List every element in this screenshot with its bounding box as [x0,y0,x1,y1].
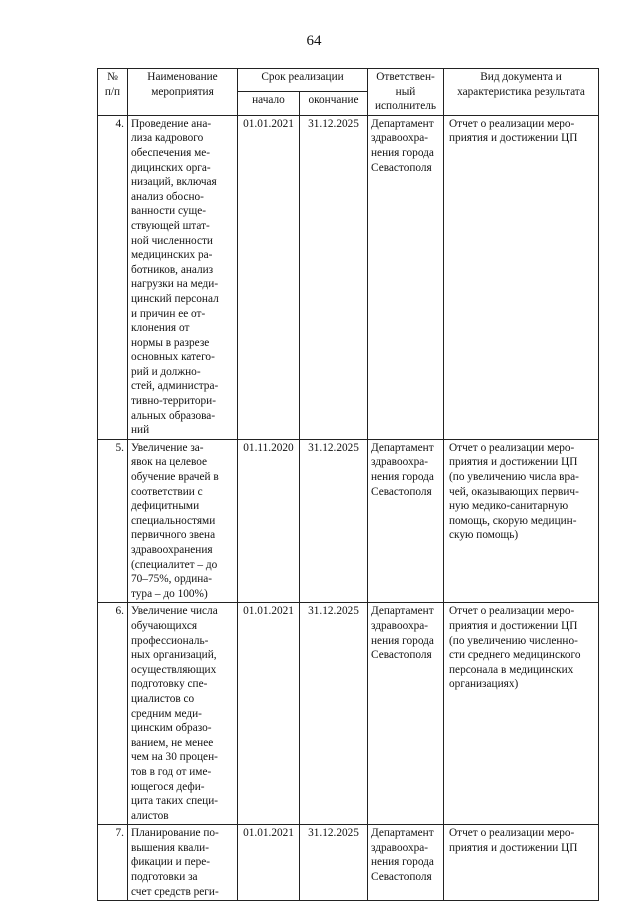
measures-table [97,68,599,901]
header-num: № п/п [98,69,128,116]
row-doc: Отчет о реализации меро- приятия и достижении ЦП [444,825,599,901]
row-num: 6. [98,603,128,825]
row-name: Планирование по- вышения квали- фикации и пере- подготовки за счет средств реги- [128,825,238,901]
row-name: Проведение ана- лиза кадрового обеспечения ме- дицинских орга- низаций, включая анализ обосно- ванности суще- ствующей штат- ной численности медицинских ра- ботников, анализ нагрузки на меди- цинский персонал и причин ее от- клонения от нормы в разрезе основных катего- рий и должно- стей, администра- тивно-территори- альных образова- ний [128,115,238,439]
row-start: 01.01.2021 [238,603,300,825]
row-start: 01.01.2021 [238,825,300,901]
row-end: 31.12.2025 [300,603,368,825]
header-name: Наименование мероприятия [128,69,238,116]
row-num: 7. [98,825,128,901]
page-number: 64 [306,33,322,49]
row-end: 31.12.2025 [300,825,368,901]
row-end: 31.12.2025 [300,115,368,439]
row-end: 31.12.2025 [300,439,368,603]
row-start: 01.01.2021 [238,115,300,439]
row-name: Увеличение за- явок на целевое обучение врачей в соответствии с дефицитными специальностями первичного звена здравоохранения (специалитет – до 70–75%, ордина- тура – до 100%) [128,439,238,603]
header-period: Срок реализации [238,69,368,92]
table-header-row [98,69,599,92]
header-doc: Вид документа и характеристика результата [444,69,599,116]
table-row [98,825,599,901]
row-responsible: Департамент здравоохра- нения города Севастополя [368,825,444,901]
header-responsible: Ответствен- ный исполнитель [368,69,444,116]
row-name: Увеличение числа обучающихся профессиональ- ных организаций, осуществляющих подготовку спе- циалистов со средним меди- цинским образо- ванием, не менее чем на 30 процен- тов в год от име- ющегося дефи- цита таких специ- алистов [128,603,238,825]
row-responsible: Департамент здравоохра- нения города Севастополя [368,115,444,439]
table-row [98,439,599,603]
header-start: начало [238,92,300,115]
table-row [98,603,599,825]
row-start: 01.11.2020 [238,439,300,603]
row-doc: Отчет о реализации меро- приятия и достижении ЦП (по увеличению численно- сти среднего медицинского персонала в медицинских организациях) [444,603,599,825]
row-responsible: Департамент здравоохра- нения города Севастополя [368,439,444,603]
row-doc: Отчет о реализации меро- приятия и достижении ЦП [444,115,599,439]
row-doc: Отчет о реализации меро- приятия и достижении ЦП (по увеличению числа вра- чей, оказывающих первич- ную медико-санитарную помощь, скорую медицин- скую помощь) [444,439,599,603]
row-num: 4. [98,115,128,439]
header-end: окончание [300,92,368,115]
row-num: 5. [98,439,128,603]
row-responsible: Департамент здравоохра- нения города Севастополя [368,603,444,825]
table-row [98,115,599,439]
